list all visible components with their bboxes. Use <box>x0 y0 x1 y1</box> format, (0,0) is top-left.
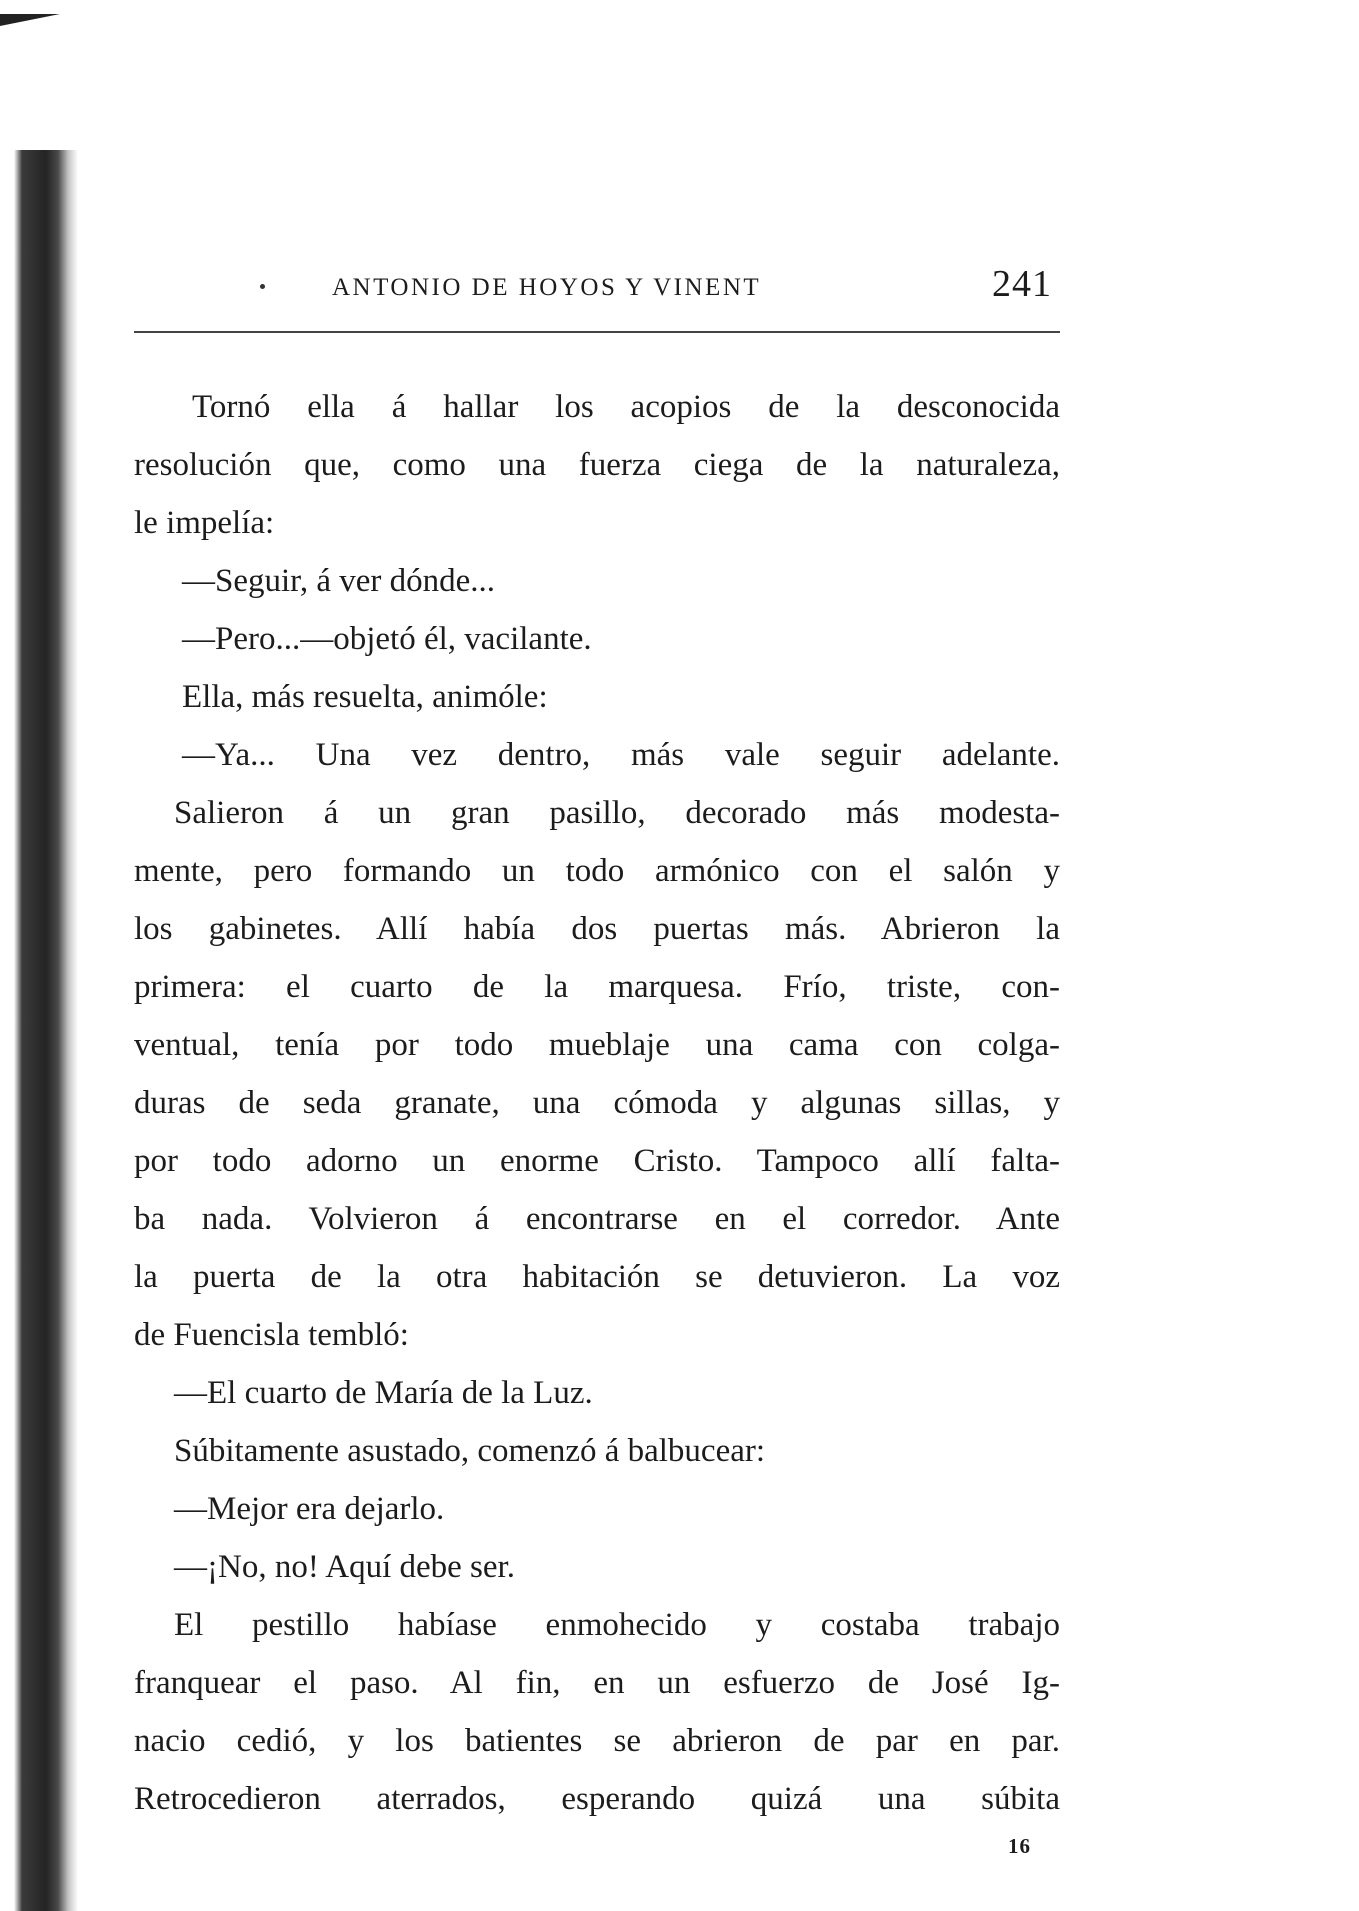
scan-corner-mark <box>0 14 60 26</box>
header-rule <box>134 331 1060 333</box>
text-line: —Ya... Una vez dentro, más vale seguir adelante. <box>182 737 1060 773</box>
text-line: —Mejor era dejarlo. <box>174 1491 445 1527</box>
text-line: —El cuarto de María de la Luz. <box>174 1375 593 1411</box>
text-line: —¡No, no! Aquí debe ser. <box>174 1549 515 1585</box>
text-line: Salieron á un gran pasillo, decorado más modesta- <box>174 795 1060 831</box>
text-line: los gabinetes. Allí había dos puertas más. Abrieron la <box>134 911 1060 947</box>
text-line: Tornó ella á hallar los acopios de la desconocida <box>192 389 1060 425</box>
text-line: El pestillo habíase enmohecido y costaba trabajo <box>174 1607 1060 1643</box>
text-line: por todo adorno un enorme Cristo. Tampoco allí falta- <box>134 1143 1060 1179</box>
text-line: primera: el cuarto de la marquesa. Frío, triste, con- <box>134 969 1060 1005</box>
text-line: le impelía: <box>134 505 275 541</box>
text-line: resolución que, como una fuerza ciega de la naturaleza, <box>134 447 1060 483</box>
text-line: la puerta de la otra habitación se detuvieron. La voz <box>134 1259 1060 1295</box>
page-header <box>134 258 1060 318</box>
text-line: mente, pero formando un todo armónico con el salón y <box>134 853 1060 889</box>
text-line: —Pero...—objetó él, vacilante. <box>182 621 592 657</box>
text-line: nacio cedió, y los batientes se abrieron de par en par. <box>134 1723 1060 1759</box>
text-line: —Seguir, á ver dónde... <box>182 563 496 599</box>
signature-mark: 16 <box>1008 1834 1031 1858</box>
text-line: Ella, más resuelta, animóle: <box>182 679 548 715</box>
text-line: franquear el paso. Al fin, en un esfuerzo de José Ig- <box>134 1665 1060 1701</box>
body-text <box>134 378 1060 1828</box>
text-line: ventual, tenía por todo mueblaje una cama con colga- <box>134 1027 1060 1063</box>
text-line: ba nada. Volvieron á encontrarse en el corredor. Ante <box>134 1201 1060 1237</box>
text-line: Súbitamente asustado, comenzó á balbucear: <box>174 1433 766 1469</box>
scan-binding-shadow <box>0 150 78 1911</box>
text-line: Retrocedieron aterrados, esperando quizá una súbita <box>134 1781 1060 1817</box>
text-line: de Fuencisla tembló: <box>134 1317 409 1353</box>
running-title: ANTONIO DE HOYOS Y VINENT <box>332 274 762 301</box>
page-number: 241 <box>992 263 1052 305</box>
header-dot <box>260 284 265 289</box>
text-line: duras de seda granate, una cómoda y algunas sillas, y <box>134 1085 1060 1121</box>
